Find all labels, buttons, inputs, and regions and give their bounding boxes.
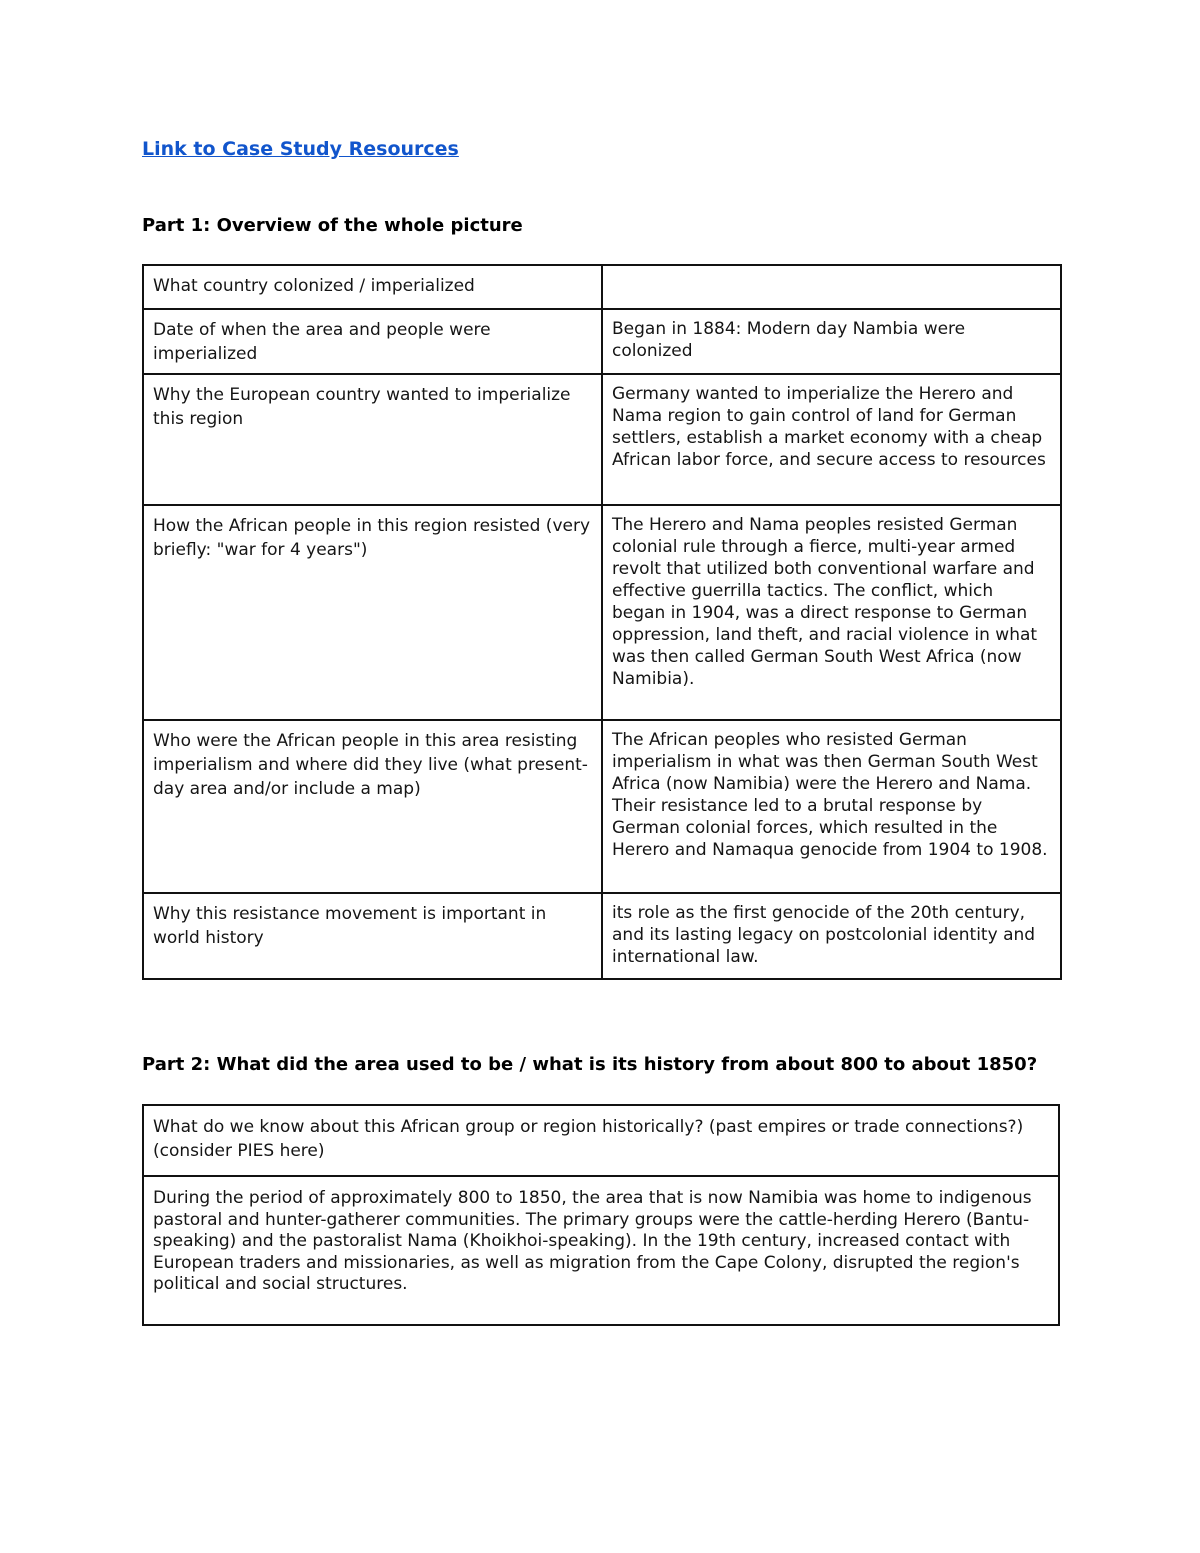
question-cell: Why the European country wanted to imperialize this region [143,374,602,505]
question-cell: What do we know about this African group or region historically? (past empires or trade connections?) (consider PIES here) [143,1105,1059,1176]
answer-cell[interactable]: The African peoples who resisted German imperialism in what was then German South West Africa (now Namibia) were the Herero and Nama. Their resistance led to a brutal response by German colonial forces, which resulted in the Herero and Namaqua genocide from 1904 to 1908. [602,720,1061,893]
table-row [143,893,1061,979]
answer-cell[interactable] [602,265,1061,309]
table-row [143,505,1061,720]
question-cell: Why this resistance movement is important in world history [143,893,602,979]
table-row [143,265,1061,309]
answer-cell[interactable]: During the period of approximately 800 to 1850, the area that is now Namibia was home to indigenous pastoral and hunter-gatherer communities. The primary groups were the cattle-herding Herero (Bantu-speaking) and the pastoralist Nama (Khoikhoi-speaking). In the 19th century, increased contact with European traders and missionaries, as well as migration from the Cape Colony, disrupted the region's political and social structures. [143,1176,1059,1325]
part-1-heading: Part 1: Overview of the whole picture [142,215,523,236]
question-cell: Date of when the area and people were imperialized [143,309,602,374]
table-row [143,374,1061,505]
answer-cell[interactable]: Began in 1884: Modern day Nambia were colonized [602,309,1061,374]
table-row [143,720,1061,893]
case-study-resources-link[interactable]: Link to Case Study Resources [142,138,459,160]
answer-cell[interactable]: The Herero and Nama peoples resisted German colonial rule through a fierce, multi-year armed revolt that utilized both conventional warfare and effective guerrilla tactics. The conflict, which began in 1904, was a direct response to German oppression, land theft, and racial violence in what was then called German South West Africa (now Namibia). [602,505,1061,720]
question-cell: Who were the African people in this area resisting imperialism and where did they live (what present-day area and/or include a map) [143,720,602,893]
table-row [143,1105,1059,1176]
table-row [143,309,1061,374]
answer-cell[interactable]: its role as the first genocide of the 20th century, and its lasting legacy on postcolonial identity and international law. [602,893,1061,979]
part-2-heading: Part 2: What did the area used to be / what is its history from about 800 to about 1850? [142,1054,1038,1075]
part-2-history-table [142,1104,1060,1326]
part-1-overview-table [142,264,1062,980]
question-cell: How the African people in this region resisted (very briefly: "war for 4 years") [143,505,602,720]
question-cell: What country colonized / imperialized [143,265,602,309]
table-row [143,1176,1059,1325]
answer-cell[interactable]: Germany wanted to imperialize the Herero and Nama region to gain control of land for German settlers, establish a market economy with a cheap African labor force, and secure access to resources [602,374,1061,505]
